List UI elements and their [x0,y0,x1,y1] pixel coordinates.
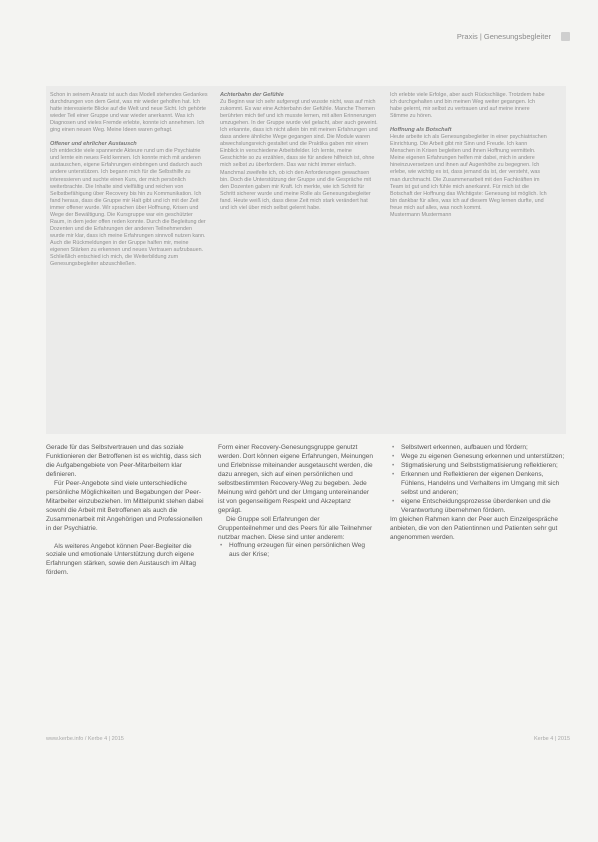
list-item: • Selbstwert erkennen, aufbauen und fördern; [390,444,570,453]
page-footer [46,734,570,744]
box-column-2 [220,92,378,430]
article-paragraph: Im gleichen Rahmen kann der Peer auch Einzelgespräche anbieten, die von den Patientinnen und Patienten sehr gut angenommen werden. [390,515,559,541]
article-body [46,444,570,694]
box-paragraph: Ich entdeckte viele spannende Akteure rund um die Psychiatrie und lernte ein neues Feld kennen. Ich konnte mich mit anderen austauschen, eigene Erfahrungen einbringen und dadurch auch andere unterstützen. Ich begann mich für die Selbsthilfe zu interessieren und suchte einen Kurs, der mich persönlich weiterbrachte. Die Inhalte sind vielfältig und reichen von Selbstbefähigung über Recovery bis hin zu Kommunikation. Ich fand heraus, dass die Gruppe mir Halt gibt und ich mit der Zeit immer offener wurde. Wir sprachen über Hoffnung, Krisen und Wege der Bewältigung. Die Kursgruppe war ein geschützter Raum, in dem jeder offen reden konnte. Durch die Begleitung der Dozenten und die Erfahrungen der anderen Teilnehmenden wurde mir klar, dass ich meine Erfahrungen sinnvoll nutzen kann. Auch die Rückmeldungen in der Gruppe halfen mir, meine eigenen Stärken zu erkennen und neues Vertrauen aufzubauen. Schließlich entschied ich mich, die Weiterbildung zum Genesungsbegleiter abzuschließen. [50,148,206,268]
box-intro-text: Ich erlebte viele Erfolge, aber auch Rückschläge. Trotzdem habe ich durchgehalten und bin meinen Weg weiter gegangen. Ich habe gelernt, mir selbst zu vertrauen und auf meine innere Stimme zu hören. [390,92,545,120]
article-paragraph: Die Gruppe soll Erfahrungen der Gruppenteilnehmer und des Peers für alle Teilnehmer nutzbar machen. Diese sind unter anderem: [218,515,373,541]
box-signature: Mustermann Mustermann [390,211,452,218]
box-heading-emotions: Achterbahn der Gefühle [220,92,284,98]
article-column-2 [218,444,376,694]
article-paragraph: Als weiteres Angebot können Peer-Begleiter die soziale und emotionale Unterstützung durch eigene Erfahrungen stärken, sowie den Austausch im Alltag fördern. [46,542,196,577]
article-paragraph: Für Peer-Angebote sind viele unterschiedliche persönliche Möglichkeiten und Begabungen der Peer-Mitarbeiter einzubeziehen. Im Mittelpunkt stehen dabei sowohl die Arbeit mit Betroffenen als auch die Zusammenarbeit mit Angehörigen und Professionellen in der Psychiatrie. [46,479,204,532]
testimonial-box [46,86,566,434]
article-column-3 [390,444,570,694]
bullet-list [390,444,570,516]
list-item: • Stigmatisierung und Selbststigmatisierung reflektieren; [390,462,570,471]
box-intro-text: Schon in seinem Ansatz ist auch das Modell stehendes Gedankes durchdrungen von dem Geist, was mir wieder geholfen hat. Ich hatte interessierte Blicke auf die Welt und neue Sicht. Ich gehörte wieder Teil einer Gruppe und war wieder anerkannt. Was ich Diagnosen und vieles Fremde erlebte, konnte ich annehmen. Ich ging einen neuen Weg. Meine Ideen waren gefragt. [50,92,208,134]
box-heading-exchange: Offener und ehrlicher Austausch [50,141,137,148]
bullet-list [218,542,376,560]
box-heading-hope: Hoffnung als Botschaft [390,127,452,134]
list-item: • Wege zu eigenen Genesung erkennen und unterstützen; [390,453,570,462]
running-header [40,30,570,42]
list-item: • Erkennen und Reflektieren der eigenen Denkens, Fühlens, Handelns und Verhaltens im Umgang mit sich selbst und anderen; [390,471,570,498]
article-column-1 [46,444,204,694]
footer-right: Kerbe 4 | 2015 [534,736,570,742]
box-paragraph: Zu Beginn war ich sehr aufgeregt und wusste nicht, was auf mich zukommt. Es war eine Achterbahn der Gefühle. Manche Themen berührten mich tief und ich musste lernen, mit alten Erinnerungen umzugehen. In der Gruppe wurde viel gelacht, aber auch geweint. Ich erkannte, dass ich nicht allein bin mit meinen Erfahrungen und dass andere ähnliche Wege gegangen sind. Die Module waren abwechslungsreich gestaltet und die Praktika gaben mir einen Einblick in verschiedene Arbeitsfelder. Ich lernte, meine Geschichte so zu erzählen, dass sie für andere hilfreich ist, ohne mich selbst zu überfordern. Das war nicht immer einfach. Manchmal zweifelte ich, ob ich den Anforderungen gewachsen bin. Doch die Unterstützung der Gruppe und die Gespräche mit den Dozenten gaben mir Kraft. Ich merkte, wie ich Schritt für Schritt sicherer wurde und meine Rolle als Genesungsbegleiter fand. Heute weiß ich, dass diese Zeit mich stark verändert hat und ich viel über mich selbst gelernt habe. [220,99,378,211]
box-paragraph: Heute arbeite ich als Genesungsbegleiter in einer psychiatrischen Einrichtung. Die Arbeit gibt mir Sinn und Freude. Ich kann Menschen in Krisen begleiten und ihnen Hoffnung vermitteln. Meine eigenen Erfahrungen helfen mir dabei, mich in andere hineinzuversetzen und ihnen auf Augenhöhe zu begegnen. Ich erlebe, wie wichtig es ist, dass jemand da ist, der versteht, was man durchmacht. Die Zusammenarbeit mit den Fachkräften im Team ist gut und ich fühle mich anerkannt. Für mich ist die Botschaft der Hoffnung das Wichtigste: Genesung ist möglich. Ich bin dankbar für alles, was ich auf diesem Weg lernen durfte, und freue mich auf alles, was noch kommt. [390,134,547,211]
footer-left: www.kerbe.info / Kerbe 4 | 2015 [46,736,124,742]
article-paragraph: Gerade für das Selbstvertrauen und das soziale Funktionieren der Betroffenen ist es wichtig, dass sich die Aufgabengebiete von Peer-Mitarbeitern klar definieren. [46,444,202,478]
list-item: • Hoffnung erzeugen für einen persönlichen Weg aus der Krise; [218,542,376,560]
list-item: • eigene Entscheidungsprozesse überdenken und die Verantwortung übernehmen fördern. [390,498,570,516]
box-column-3 [390,92,548,430]
article-paragraph: Form einer Recovery-Genesungsgruppe genutzt werden. Dort können eigene Erfahrungen, Meinungen und Erlebnisse miteinander ausgetauscht werden, die dazu anregen, sich auf einen persönlichen und selbstbestimmten Recovery-Weg zu begeben. Jede Meinung wird gehört und der Umgang untereinander ist von gegenseitigem Respekt und Akzeptanz geprägt. [218,444,374,514]
header-marker [561,32,570,41]
box-column-1 [50,92,208,430]
header-title: Praxis | Genesungsbegleiter [456,31,551,41]
